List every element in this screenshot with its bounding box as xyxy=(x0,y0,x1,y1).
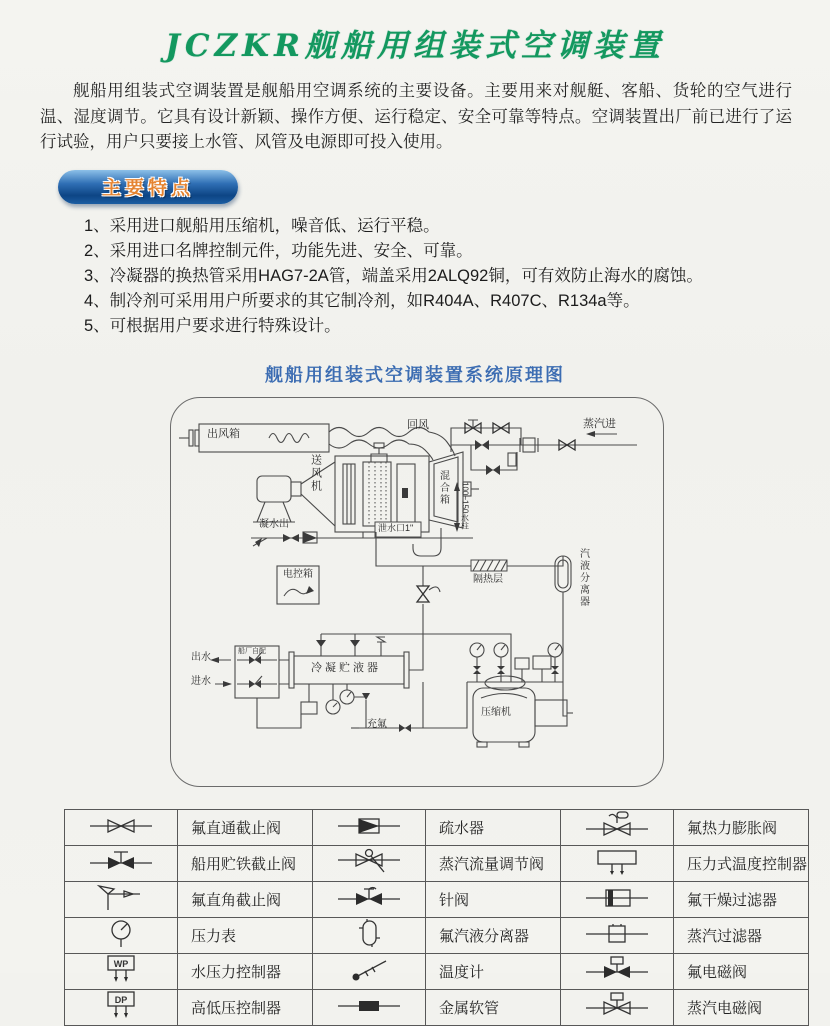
fan-label: 送风机 xyxy=(309,453,322,493)
legend-label: 温度计 xyxy=(426,953,561,989)
mixing-box-label: 混合箱 xyxy=(437,469,449,506)
svg-text:DP: DP xyxy=(114,994,128,1005)
legend-row xyxy=(65,917,809,953)
legend-label: 蒸汽流量调节阀 xyxy=(426,845,561,881)
legend-label: 船用贮铁截止阀 xyxy=(178,845,313,881)
legend-row xyxy=(65,809,809,845)
legend-label: 高低压控制器 xyxy=(178,989,313,1025)
temperature-controller-icon xyxy=(582,847,652,875)
legend-label: 氟直角截止阀 xyxy=(178,881,313,917)
solenoid-valve-icon xyxy=(582,955,652,983)
feature-item: 1、采用进口舰船用压缩机，噪音低、运行平稳。 xyxy=(84,216,440,235)
thermometer-icon xyxy=(334,954,404,984)
water-pressure-controller-icon xyxy=(86,954,156,984)
pressure-gauge-icon xyxy=(86,918,156,948)
angle-stop-valve-icon xyxy=(86,882,156,912)
steam-trap-icon xyxy=(334,811,404,839)
drain-port-label: 泄水口1" xyxy=(378,522,414,533)
control-box-label: 电控箱 xyxy=(283,568,313,580)
compressor-label: 压缩机 xyxy=(481,706,511,718)
features-badge xyxy=(58,170,238,204)
feature-item: 5、可根据用户要求进行特殊设计。 xyxy=(84,316,341,335)
steam-solenoid-valve-icon xyxy=(582,991,652,1019)
water-column-label: 100~150水柱 xyxy=(460,481,470,530)
legend-label: 金属软管 xyxy=(426,989,561,1025)
intro-paragraph: 舰船用组装式空调装置是舰船用空调系统的主要设备。主要用来对舰艇、客船、货轮的空气进行温、湿度调节。它具有设计新颖、操作方便、运行稳定、安全可靠等特点。空调装置出厂前已进行了运行试验，用户只要接上水管、风管及电源即可投入使用。 xyxy=(40,82,792,152)
needle-valve-icon xyxy=(334,883,404,911)
legend-label: 氟直通截止阀 xyxy=(178,809,313,845)
condensate-out-label: 凝水出 xyxy=(259,518,289,530)
suction-line-group xyxy=(277,532,571,710)
legend-row xyxy=(65,845,809,881)
air-handler-group xyxy=(179,424,479,538)
steam-regulating-valve-icon xyxy=(334,846,404,876)
feature-item: 3、冷凝器的换热管采用HAG7-2A管，端盖采用2ALQ92铜，可有效防止海水的腐蚀。 xyxy=(84,266,703,285)
legend-label: 氟电磁阀 xyxy=(674,953,809,989)
water-in-label: 进水 xyxy=(191,675,211,687)
water-out-label: 出水 xyxy=(191,651,211,663)
legend-label: 水压力控制器 xyxy=(178,953,313,989)
separator-label: 汽液分离器 xyxy=(577,547,589,608)
svg-text:WP: WP xyxy=(113,958,129,969)
marine-stop-valve-icon xyxy=(86,847,156,875)
charge-port-label: 充氟 xyxy=(367,718,387,730)
legend-table xyxy=(64,809,809,1026)
schematic-line-art xyxy=(171,398,663,786)
legend-label: 针阀 xyxy=(426,881,561,917)
legend-label: 蒸汽过滤器 xyxy=(674,917,809,953)
legend-label: 蒸汽电磁阀 xyxy=(674,989,809,1025)
vapor-liquid-separator-icon xyxy=(334,918,404,948)
legend-label: 压力式温度控制器 xyxy=(674,845,809,881)
feature-item: 2、采用进口名牌控制元件，功能先进、安全、可靠。 xyxy=(84,241,473,260)
features-badge-label: 主要特点 xyxy=(101,178,194,200)
legend-label: 氟干燥过滤器 xyxy=(674,881,809,917)
legend-label: 压力表 xyxy=(178,917,313,953)
legend-row xyxy=(65,881,809,917)
features-list xyxy=(84,214,830,339)
system-diagram xyxy=(170,397,664,787)
outlet-box-label: 出风箱 xyxy=(207,427,240,440)
hl-pressure-controller-icon xyxy=(86,990,156,1020)
page-title: JCZKR舰船用组装式空调装置 xyxy=(165,28,665,64)
return-air-label: 回风 xyxy=(407,418,429,431)
legend-label: 疏水器 xyxy=(426,809,561,845)
straight-stop-valve-icon xyxy=(86,811,156,839)
legend-row xyxy=(65,953,809,989)
drier-filter-icon xyxy=(582,883,652,911)
steam-filter-icon xyxy=(582,919,652,947)
steam-in-label: 蒸汽进 xyxy=(583,417,616,430)
diagram-title: 舰船用组装式空调装置系统原理图 xyxy=(265,364,565,385)
legend-label: 氟汽液分离器 xyxy=(426,917,561,953)
feature-item: 4、制冷剂可采用用户所要求的其它制冷剂，如R404A、R407C、R134a等。 xyxy=(84,291,640,310)
expansion-valve-icon xyxy=(582,810,652,840)
insulation-label: 隔热层 xyxy=(473,573,503,585)
shipyard-supplied-label: 船厂自配 xyxy=(238,647,266,655)
metal-hose-icon xyxy=(334,991,404,1019)
compressor-group xyxy=(467,643,573,747)
legend-row xyxy=(65,989,809,1025)
receiver-label: 冷凝贮液器 xyxy=(311,661,381,674)
legend-label: 氟热力膨胀阀 xyxy=(674,809,809,845)
